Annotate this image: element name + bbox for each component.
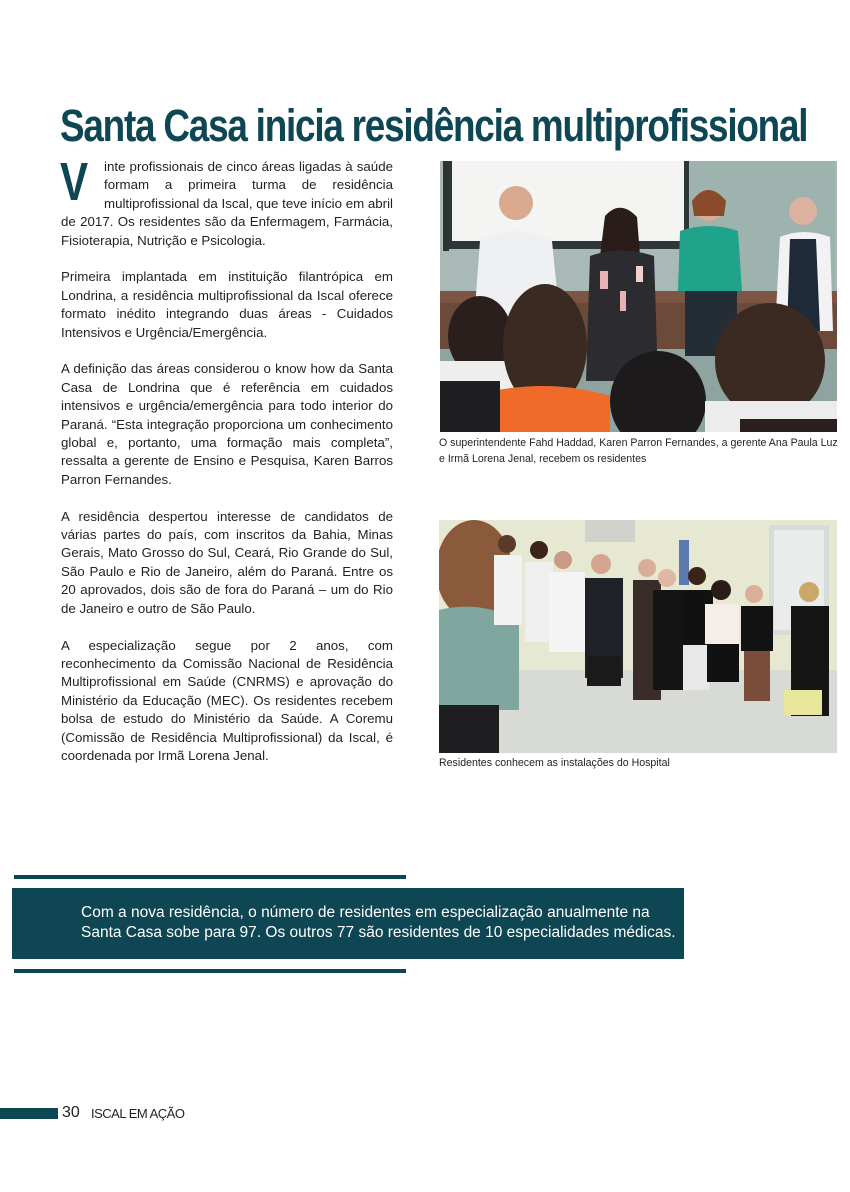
paragraph-4: A residência despertou interesse de candidatos de várias partes do país, com inscritos da Bahia, Minas Gerais, Mato Grosso do Sul, Ceará, Rio Grande do Sul, São Paulo e Rio de Janeiro, além do Paraná. Entre os 20 aprovados, dois são de fora do Paraná – um do Rio de Janeiro e outro de São Paulo. (61, 508, 393, 616)
photo-illustration (439, 520, 837, 753)
page-number: 30 (62, 1104, 80, 1121)
photo-residents-hospital-tour (439, 520, 837, 753)
drop-cap: V (60, 152, 89, 212)
article-title: Santa Casa inicia residência multiprofissional (60, 100, 808, 152)
photo-staff-welcoming-residents (440, 161, 837, 432)
article-body (60, 152, 393, 784)
paragraph-5: A especialização segue por 2 anos, com reconhecimento da Comissão Nacional de Residência Multiprofissional em Saúde (CNRMS) e aprovação do Ministério da Educação (MEC). Os residentes recebem bolsa de estudo do Ministério da Saúde. A Coremu (Comissão de Residência Multiprofissional) da Iscal, é coordenada por Irmã Lorena Jenal. (61, 637, 393, 763)
photo-caption: Residentes conhecem as instalações do Hospital (439, 757, 670, 769)
photo-caption: O superintendente Fahd Haddad, Karen Parron Fernandes, a gerente Ana Paula Luz e Irmã Lorena Jenal, recebem os residentes (439, 437, 838, 465)
paragraph-2: Primeira implantada em instituição filantrópica em Londrina, a residência multiprofissional da Iscal oferece formato inédito integrando duas áreas - Cuidados Intensivos e Urgência/Emergência. (61, 269, 393, 340)
paragraph-3: A definição das áreas considerou o know how da Santa Casa de Londrina que é referência em cuidados intensivos e urgência/emergência para todo interior do Paraná. “Esta integração proporciona um conhecimento global e, portanto, uma formação mais completa”, ressalta a gerente de Ensino e Pesquisa, Karen Barros Parron Fernandes. (61, 361, 393, 487)
paragraph-1: V inte profissionais de cinco áreas ligadas à saúde formam a primeira turma de residência multiprofissional da Iscal, que teve início em abril de 2017. Os residentes são da Enfermagem, Farmácia, Fisioterapia, Nutrição e Psicologia. (60, 152, 393, 248)
callout-bottom-rule (14, 969, 406, 973)
publication-name: ISCAL EM AÇÃO (91, 1106, 185, 1121)
callout-box (12, 888, 684, 959)
callout-text: Com a nova residência, o número de residentes em especialização anualmente na Santa Casa sobe para 97. Os outros 77 são residentes de 10 especialidades médicas. (81, 904, 676, 941)
callout-top-rule (14, 875, 406, 879)
footer-accent-bar (0, 1108, 58, 1119)
photo-illustration (440, 161, 837, 432)
